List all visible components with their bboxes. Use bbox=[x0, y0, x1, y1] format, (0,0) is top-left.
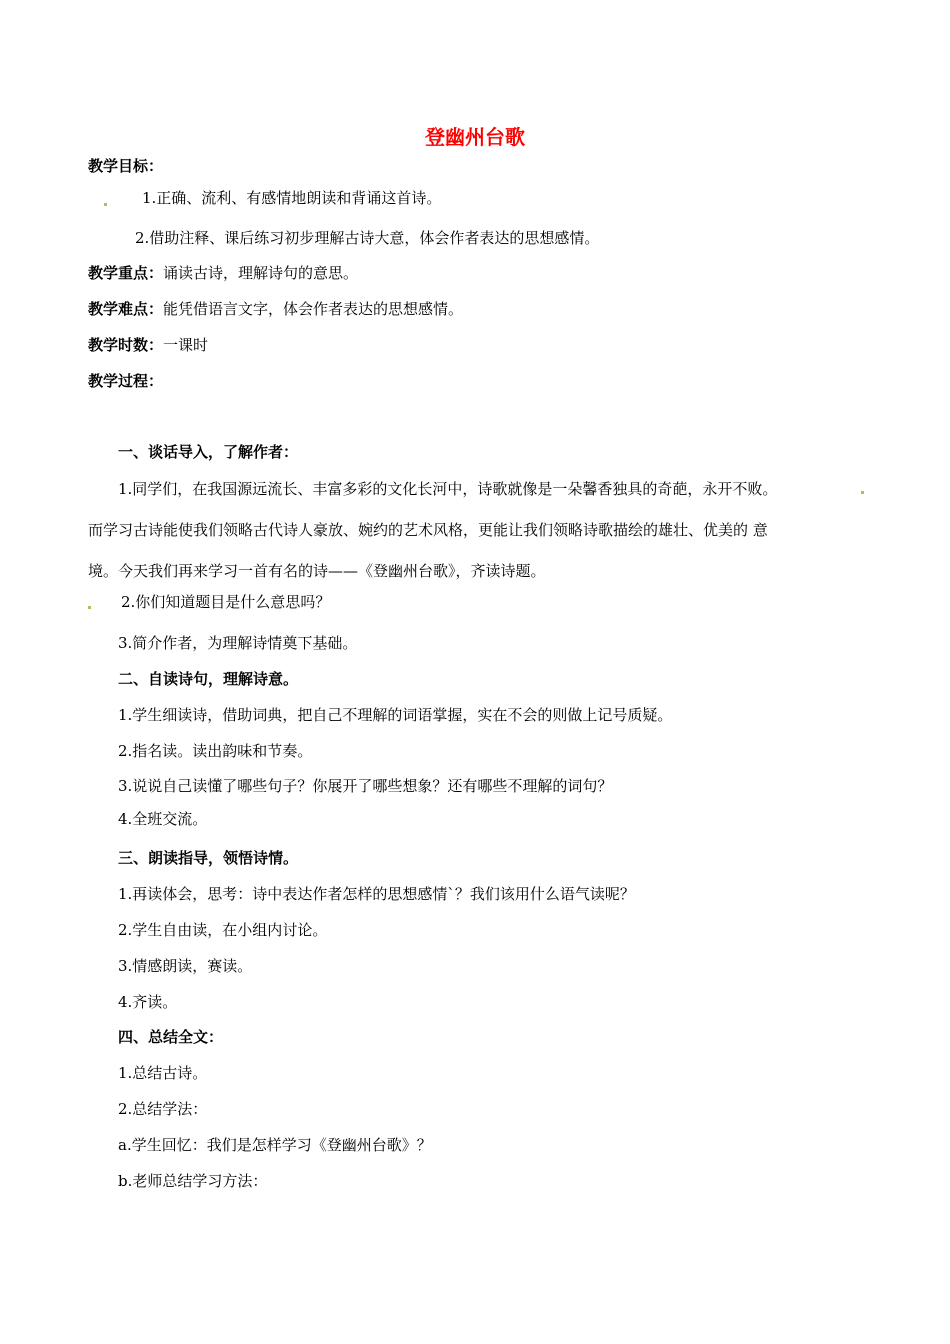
objective-item: 2.借助注释、课后练习初步理解古诗大意，体会作者表达的思想感情。 bbox=[135, 229, 600, 247]
section-heading: 四、总结全文： bbox=[118, 1028, 224, 1046]
objective-item: 1.正确、流利、有感情地朗读和背诵这首诗。 bbox=[142, 189, 442, 207]
list-item: 2.你们知道题目是什么意思吗？ bbox=[121, 593, 331, 611]
list-item: 2.指名读。读出韵味和节奏。 bbox=[118, 742, 313, 760]
process-label: 教学过程： bbox=[88, 372, 164, 390]
hours-text: 一课时 bbox=[163, 336, 209, 354]
key-point-text: 诵读古诗，理解诗句的意思。 bbox=[163, 264, 359, 282]
list-item: 1.学生细读诗，借助词典，把自己不理解的词语掌握，实在不会的则做上记号质疑。 bbox=[118, 706, 673, 724]
hours-row bbox=[88, 335, 208, 355]
paragraph-line: 1.同学们，在我国源远流长、丰富多彩的文化长河中，诗歌就像是一朵馨香独具的奇葩，永开不败。 bbox=[118, 480, 778, 498]
section-heading: 二、自读诗句，理解诗意。 bbox=[118, 670, 299, 688]
hours-label: 教学时数： bbox=[88, 336, 164, 354]
list-item: 2.总结学法： bbox=[118, 1100, 208, 1118]
difficulty-label: 教学难点： bbox=[88, 300, 164, 318]
margin-mark bbox=[104, 203, 107, 206]
difficulty-row bbox=[88, 299, 463, 319]
list-item: 4.全班交流。 bbox=[118, 810, 208, 828]
key-point-label: 教学重点： bbox=[88, 264, 164, 282]
section-heading: 三、朗读指导，领悟诗情。 bbox=[118, 849, 299, 867]
list-item: 3.情感朗读，赛读。 bbox=[118, 957, 253, 975]
section-heading: 一、谈话导入，了解作者： bbox=[118, 443, 299, 461]
margin-mark bbox=[861, 491, 864, 494]
document-title: 登幽州台歌 bbox=[425, 125, 525, 149]
list-item: 1.总结古诗。 bbox=[118, 1064, 208, 1082]
difficulty-text: 能凭借语言文字，体会作者表达的思想感情。 bbox=[163, 300, 464, 318]
list-item: 4.齐读。 bbox=[118, 993, 178, 1011]
margin-mark bbox=[88, 606, 91, 609]
objectives-label: 教学目标： bbox=[88, 157, 164, 175]
list-item: b.老师总结学习方法： bbox=[118, 1172, 268, 1190]
list-item: 3.说说自己读懂了哪些句子？你展开了哪些想象？还有哪些不理解的词句？ bbox=[118, 777, 613, 795]
list-item: 2.学生自由读，在小组内讨论。 bbox=[118, 921, 328, 939]
key-point-row bbox=[88, 263, 358, 283]
list-item: 3.简介作者，为理解诗情奠下基础。 bbox=[118, 634, 358, 652]
list-item: a.学生回忆：我们是怎样学习《登幽州台歌》？ bbox=[118, 1136, 432, 1154]
paragraph-line: 而学习古诗能使我们领略古代诗人豪放、婉约的艺术风格，更能让我们领略诗歌描绘的雄壮、优美的 意 bbox=[88, 521, 768, 539]
paragraph-line: 境。今天我们再来学习一首有名的诗——《登幽州台歌》，齐读诗题。 bbox=[88, 562, 546, 580]
list-item: 1.再读体会，思考：诗中表达作者怎样的思想感情`？我们该用什么语气读呢？ bbox=[118, 885, 635, 903]
